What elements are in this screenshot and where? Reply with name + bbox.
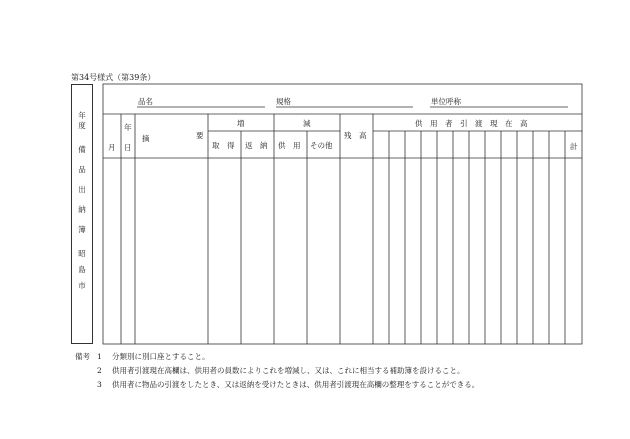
note-3-text: 供用者に物品の引渡をしたとき、又は返納を受けたときは、供用者引渡現在高欄の整理をすることができる。	[112, 380, 480, 389]
side-register-2: 品	[78, 165, 86, 174]
side-issuer-3: 市	[78, 281, 86, 290]
header-balance: 残 高	[344, 131, 367, 140]
header-total: 計	[570, 142, 578, 151]
header-lend: 供 用	[278, 141, 301, 150]
note-1-no: 1	[97, 352, 102, 361]
header-increase: 増	[237, 119, 245, 128]
header-month: 月	[108, 143, 116, 152]
header-day: 日	[124, 143, 132, 152]
header-summary-2: 要	[196, 131, 204, 140]
notes-label: 備考	[75, 352, 90, 361]
header-year: 年	[124, 123, 132, 132]
side-register-3: 出	[78, 185, 86, 194]
side-year-2: 度	[78, 121, 86, 130]
item-name-label: 品名	[138, 97, 153, 106]
note-2-text: 供用者引渡現在高欄は、供用者の員数によりこれを増減し、又は、これに相当する補助簿を設けること。	[112, 366, 465, 375]
header-decrease: 減	[303, 119, 311, 128]
header-in-use: 供 用 者 引 渡 現 在 高	[415, 119, 528, 128]
side-register-1: 備	[78, 145, 86, 154]
side-year-1: 年	[78, 111, 86, 120]
spec-label: 規格	[276, 97, 291, 106]
note-1-text: 分類別に別口座とすること。	[112, 352, 210, 361]
header-return: 返 納	[245, 141, 268, 150]
header-acquire: 取 得	[212, 141, 235, 150]
header-summary-1: 摘	[142, 134, 150, 143]
note-2-no: 2	[97, 366, 102, 375]
side-issuer-2: 島	[78, 265, 86, 274]
form-title: 第34号様式（第39条）	[71, 73, 156, 82]
note-3-no: 3	[97, 380, 102, 389]
side-register-4: 納	[78, 205, 86, 214]
header-other: その他	[310, 141, 333, 150]
side-register-5: 簿	[78, 225, 86, 234]
unit-label: 単位呼称	[431, 97, 461, 106]
side-issuer-1: 昭	[78, 249, 86, 258]
